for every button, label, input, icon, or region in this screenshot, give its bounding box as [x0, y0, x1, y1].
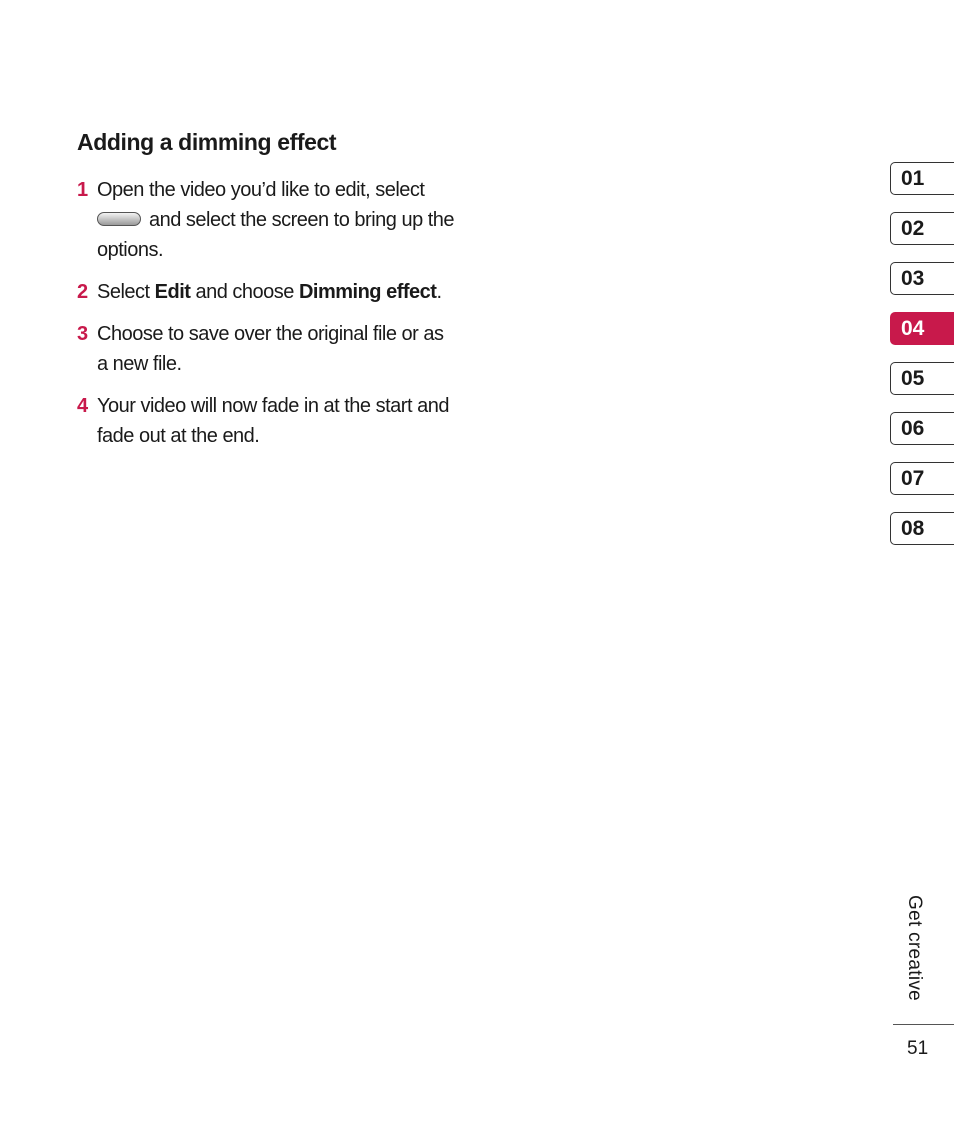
- step-list: [77, 175, 457, 463]
- chapter-tab-05[interactable]: 05: [890, 362, 954, 395]
- chapter-tab-02[interactable]: 02: [890, 212, 954, 245]
- step-item: [77, 277, 457, 307]
- step-item: [77, 319, 457, 379]
- chapter-side-label: Get creative: [904, 895, 925, 1002]
- chapter-tab-01[interactable]: 01: [890, 162, 954, 195]
- page-number: 51: [907, 1038, 929, 1059]
- footer-divider: [893, 1024, 954, 1025]
- chapter-tab-04[interactable]: 04: [890, 312, 954, 345]
- step-text: .: [436, 281, 442, 303]
- rounded-menu-button-icon: [97, 212, 141, 226]
- step-text: and select the screen to bring up the options.: [97, 209, 455, 261]
- step-number: 1: [77, 179, 88, 201]
- step-text: and choose: [190, 281, 299, 303]
- step-number: 2: [77, 281, 88, 303]
- chapter-tab-03[interactable]: 03: [890, 262, 954, 295]
- step-text: Open the video you’d like to edit, select: [97, 179, 425, 201]
- step-item: [77, 391, 457, 451]
- chapter-tabs: [890, 162, 954, 562]
- chapter-tab-08[interactable]: 08: [890, 512, 954, 545]
- step-text: Select: [97, 281, 155, 303]
- chapter-tab-06[interactable]: 06: [890, 412, 954, 445]
- step-number: 3: [77, 323, 88, 345]
- step-keyword-dimming-effect: Dimming effect: [298, 281, 437, 303]
- step-text: Your video will now fade in at the start and fade out at the end.: [97, 395, 449, 447]
- step-number: 4: [77, 395, 88, 417]
- step-text: Choose to save over the original file or as a new file.: [97, 323, 444, 375]
- step-keyword-edit: Edit: [154, 281, 191, 303]
- chapter-tab-07[interactable]: 07: [890, 462, 954, 495]
- step-item: [77, 175, 457, 265]
- section-title: Adding a dimming effect: [77, 129, 337, 155]
